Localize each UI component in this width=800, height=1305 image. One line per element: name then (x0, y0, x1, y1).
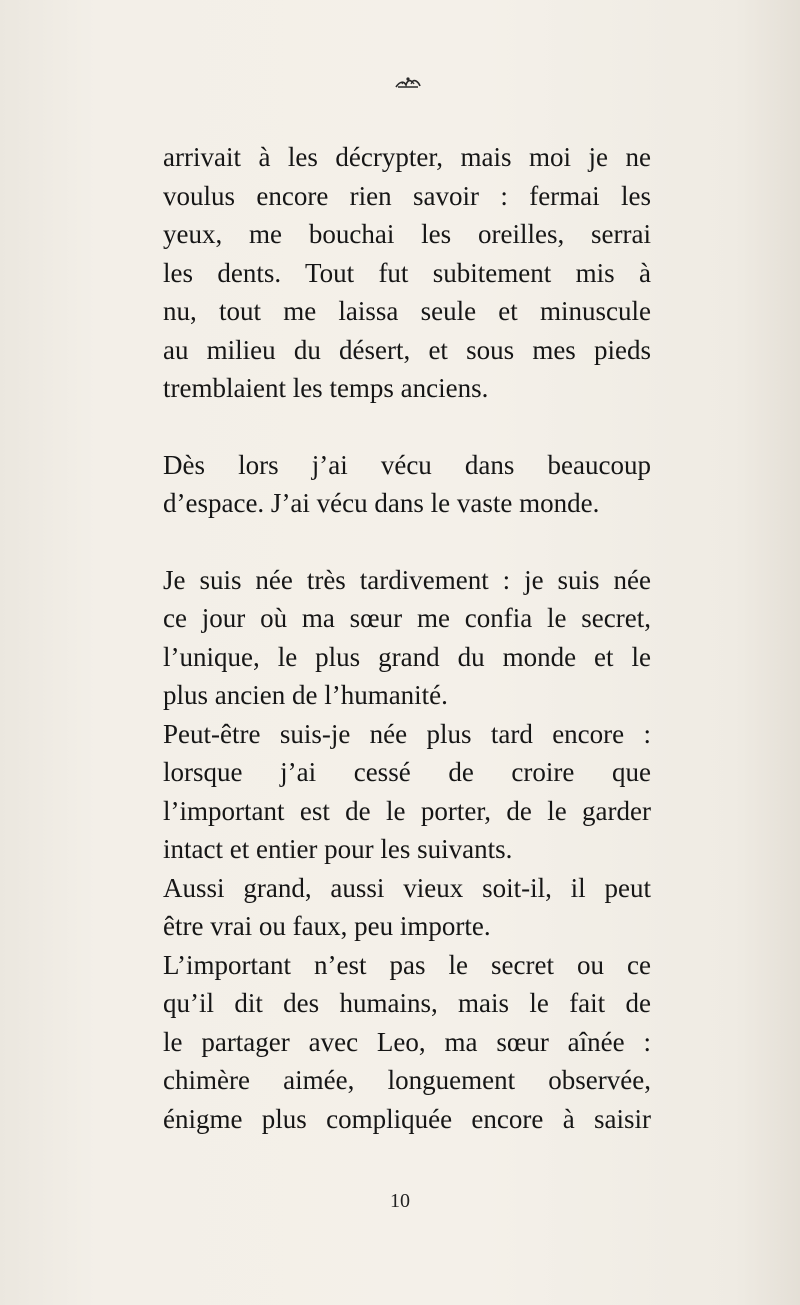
text-line: Je suis née très tardivement : je suis née (163, 564, 651, 595)
text-line: plus ancien de l’humanité. (163, 680, 448, 710)
text-line: lorsque j’ai cessé de croire que (163, 757, 651, 787)
text-line: Dès lors j’ai vécu dans beaucoup (163, 449, 651, 480)
page-number: 10 (390, 1190, 410, 1212)
text-line: tremblaient les temps anciens. (163, 373, 489, 403)
text-line: Aussi grand, aussi vieux soit-il, il peut (163, 872, 651, 903)
paragraph-1 (163, 138, 651, 408)
text-line: chimère aimée, longuement observée, (163, 1065, 651, 1095)
text-line: L’important n’est pas le secret ou ce (163, 949, 651, 980)
paragraph-spacer (163, 408, 651, 446)
text-line: être vrai ou faux, peu importe. (163, 911, 491, 941)
text-line: d’espace. J’ai vécu dans le vaste monde. (163, 488, 600, 518)
floral-ornament-icon (392, 72, 424, 92)
text-line: les dents. Tout fut subitement mis à (163, 257, 651, 288)
text-line: énigme plus compliquée encore à saisir (163, 1103, 651, 1134)
text-line: au milieu du désert, et sous mes pieds (163, 334, 651, 365)
paragraph-2 (163, 446, 651, 523)
text-line: le partager avec Leo, ma sœur aînée : (163, 1026, 651, 1057)
text-line: qu’il dit des humains, mais le fait de (163, 988, 651, 1018)
text-line: intact et entier pour les suivants. (163, 834, 513, 864)
paragraph-3 (163, 561, 651, 715)
paragraph-5 (163, 869, 651, 946)
paragraph-6 (163, 946, 651, 1139)
body-text (163, 138, 651, 1138)
text-line: l’important est de le porter, de le garder (163, 795, 651, 826)
text-line: ce jour où ma sœur me confia le secret, (163, 603, 651, 633)
text-line: nu, tout me laissa seule et minuscule (163, 296, 651, 326)
text-line: Peut-être suis-je née plus tard encore : (163, 718, 651, 749)
paragraph-spacer (163, 523, 651, 561)
paragraph-4 (163, 715, 651, 869)
text-line: yeux, me bouchai les oreilles, serrai (163, 219, 651, 249)
text-line: arrivait à les décrypter, mais moi je ne (163, 142, 651, 172)
text-line: l’unique, le plus grand du monde et le (163, 641, 651, 672)
text-line: voulus encore rien savoir : fermai les (163, 180, 651, 211)
